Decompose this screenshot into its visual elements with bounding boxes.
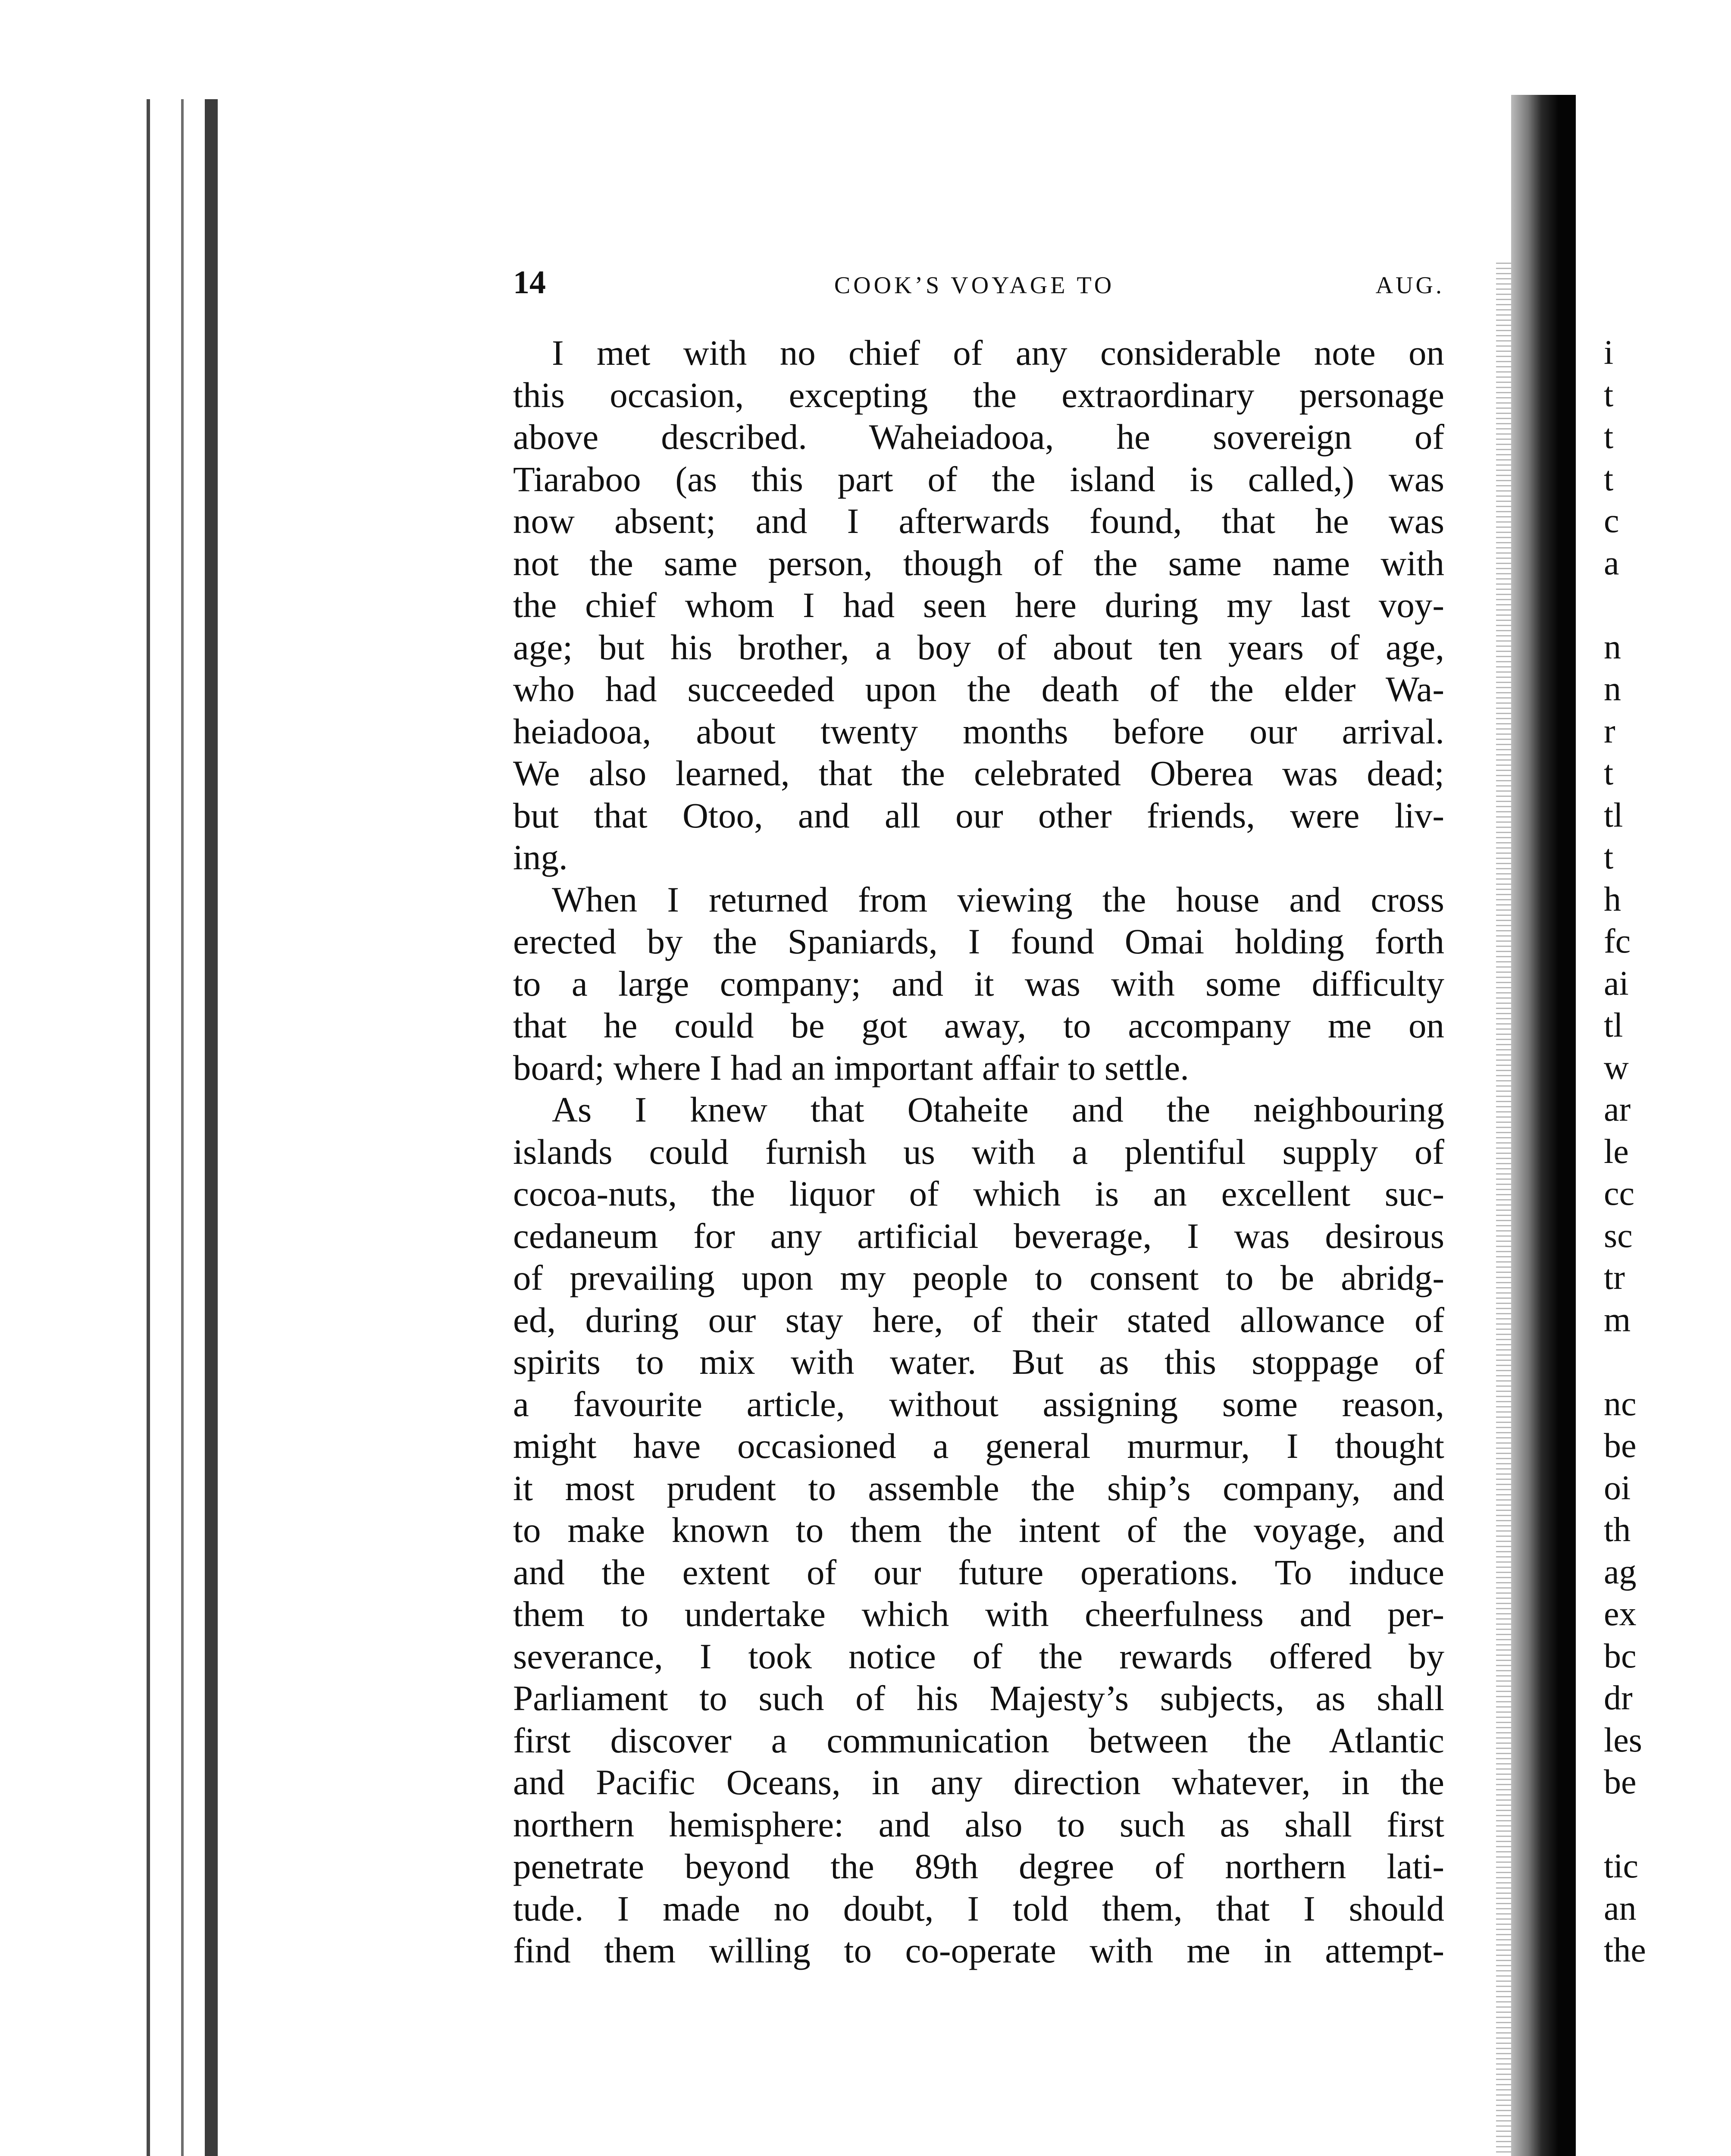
text-line: it most prudent to assemble the ship’s company, and <box>513 1468 1444 1508</box>
facing-fragment: ar <box>1604 1091 1631 1128</box>
running-title: COOK’S VOYAGE TO <box>834 272 1115 299</box>
text-line: not the same person, though of the same name with <box>513 543 1444 583</box>
facing-fragment: i <box>1604 334 1614 372</box>
facing-fragment: h <box>1604 880 1621 918</box>
facing-fragment: t <box>1604 838 1614 876</box>
facing-fragment: fc <box>1604 922 1631 960</box>
facing-fragment: an <box>1604 1889 1637 1927</box>
facing-fragment: n <box>1604 628 1621 666</box>
facing-fragment: t <box>1604 418 1614 456</box>
text-line: above described. Waheiadooa, he sovereign of <box>513 417 1444 457</box>
text-line: this occasion, excepting the extraordinary personage <box>513 375 1444 415</box>
facing-fragment: t <box>1604 376 1614 414</box>
text-line: cedaneum for any artificial beverage, I was desirous <box>513 1216 1444 1256</box>
facing-fragment: ag <box>1604 1553 1637 1591</box>
text-line: them to undertake which with cheerfulness and per- <box>513 1594 1444 1634</box>
facing-fragment: t <box>1604 460 1614 498</box>
text-line: first discover a communication between the Atlantic <box>513 1720 1444 1760</box>
text-line: I met with no chief of any considerable note on <box>552 333 1444 373</box>
facing-page-fragments <box>1604 332 1716 1972</box>
facing-fragment: be <box>1604 1763 1637 1801</box>
facing-fragment: r <box>1604 712 1615 750</box>
page-number: 14 <box>513 264 546 301</box>
text-line: erected by the Spaniards, I found Omai holding forth <box>513 921 1444 961</box>
running-month: AUG. <box>1375 272 1444 299</box>
text-line: We also learned, that the celebrated Oberea was dead; <box>513 753 1444 793</box>
facing-fragment <box>1604 1804 1716 1846</box>
text-line: spirits to mix with water. But as this stoppage of <box>513 1342 1444 1382</box>
facing-fragment: t <box>1604 754 1614 792</box>
text-line: but that Otoo, and all our other friends, were liv- <box>513 795 1444 835</box>
text-line: northern hemisphere: and also to such as shall first <box>513 1804 1444 1844</box>
left-binding-gutter <box>129 99 246 2156</box>
facing-fragment: n <box>1604 670 1621 708</box>
text-line: and Pacific Oceans, in any direction whatever, in the <box>513 1762 1444 1802</box>
text-line: As I knew that Otaheite and the neighbouring <box>552 1090 1444 1129</box>
text-line: that he could be got away, to accompany me on <box>513 1006 1444 1045</box>
text-line: severance, I took notice of the rewards offered by <box>513 1636 1444 1676</box>
facing-fragment: th <box>1604 1511 1631 1549</box>
facing-fragment <box>1604 584 1716 627</box>
body-text <box>513 332 1444 1972</box>
text-line: to a large company; and it was with some difficulty <box>513 963 1444 1003</box>
text-line: heiadooa, about twenty months before our arrival. <box>513 711 1444 751</box>
text-line: might have occasioned a general murmur, I thought <box>513 1426 1444 1466</box>
text-line: a favourite article, without assigning some reason, <box>513 1384 1444 1424</box>
text-line: find them willing to co-operate with me in attempt- <box>513 1930 1444 1970</box>
facing-fragment: c <box>1604 502 1619 540</box>
text-line: ing. <box>513 837 568 877</box>
facing-fragment: m <box>1604 1300 1631 1339</box>
text-line: When I returned from viewing the house and cross <box>552 879 1444 919</box>
facing-fragment: dr <box>1604 1679 1633 1717</box>
facing-fragment: w <box>1604 1048 1629 1087</box>
facing-fragment: les <box>1604 1721 1642 1759</box>
text-line: islands could furnish us with a plentiful supply of <box>513 1131 1444 1172</box>
facing-fragment: tr <box>1604 1259 1625 1297</box>
facing-fragment: bc <box>1604 1637 1637 1675</box>
text-line: of prevailing upon my people to consent to be abridg- <box>513 1258 1444 1297</box>
facing-fragment: le <box>1604 1132 1629 1171</box>
facing-fragment: cc <box>1604 1175 1635 1213</box>
facing-fragment: nc <box>1604 1385 1637 1423</box>
text-line: penetrate beyond the 89th degree of northern lati- <box>513 1846 1444 1886</box>
text-line: Tiaraboo (as this part of the island is called,) was <box>513 459 1444 499</box>
facing-fragment: be <box>1604 1427 1637 1465</box>
facing-fragment: ai <box>1604 964 1629 1003</box>
text-line: who had succeeded upon the death of the elder Wa- <box>513 669 1444 709</box>
facing-fragment: oi <box>1604 1469 1631 1507</box>
text-line: cocoa-nuts, the liquor of which is an excellent suc- <box>513 1174 1444 1213</box>
right-binding-shadow <box>1511 95 1576 2156</box>
facing-fragment: tic <box>1604 1847 1638 1885</box>
facing-fragment: the <box>1604 1931 1646 1969</box>
text-line: and the extent of our future operations. To induce <box>513 1552 1444 1592</box>
facing-fragment: sc <box>1604 1216 1633 1255</box>
text-line: tude. I made no doubt, I told them, that I should <box>513 1888 1444 1928</box>
text-line: age; but his brother, a boy of about ten years of age, <box>513 627 1444 667</box>
text-line: now absent; and I afterwards found, that he was <box>513 501 1444 541</box>
text-line: Parliament to such of his Majesty’s subjects, as shall <box>513 1678 1444 1718</box>
page-header <box>513 264 1444 307</box>
facing-fragment: ex <box>1604 1595 1637 1633</box>
text-line: the chief whom I had seen here during my last voy- <box>513 585 1444 625</box>
text-line: to make known to them the intent of the voyage, and <box>513 1510 1444 1550</box>
facing-fragment: tl <box>1604 796 1623 834</box>
text-line: ed, during our stay here, of their stated allowance of <box>513 1300 1444 1340</box>
text-line: board; where I had an important affair to settle. <box>513 1047 1189 1087</box>
facing-fragment: a <box>1604 544 1619 582</box>
facing-fragment <box>1604 1341 1716 1383</box>
facing-fragment: tl <box>1604 1006 1623 1044</box>
